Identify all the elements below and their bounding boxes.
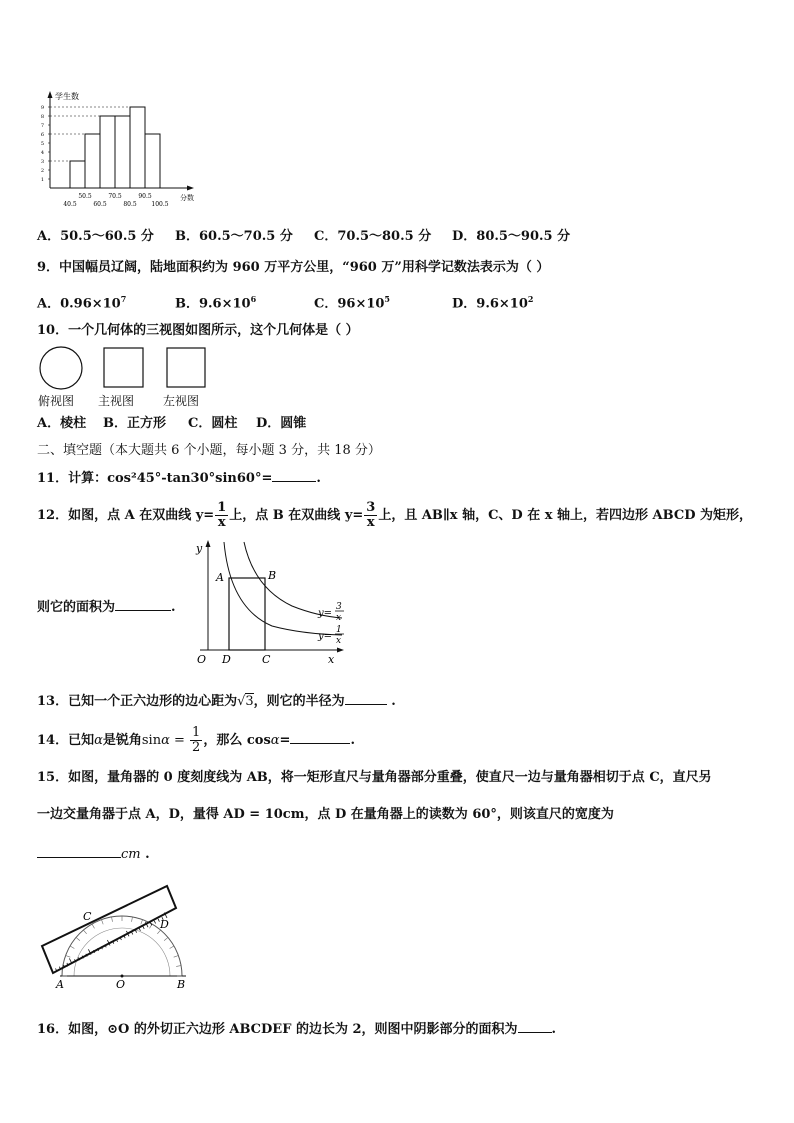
protractor-tick xyxy=(70,946,74,949)
q8-option-c: C．70.5～80.5 分 xyxy=(314,229,432,244)
q8-option-b: B．60.5～70.5 分 xyxy=(175,229,293,244)
histogram-bar xyxy=(130,107,145,188)
q9-stem: 9．中国幅员辽阔，陆地面积约为 960 万平方公里，“960 万”用科学记数法表示为（ ） xyxy=(37,260,550,275)
label-a: A xyxy=(56,978,64,991)
protractor-tick xyxy=(164,937,168,940)
protractor-tick xyxy=(141,920,143,925)
q11-stem: 11．计算：cos²45°-tan30°sin60°= . xyxy=(37,471,321,486)
x-tick-labels xyxy=(63,193,168,208)
x-tick-label: 60.5 xyxy=(93,201,107,208)
q14-stem: 14．已知α是锐角sinα = $\frac{1}{2}$ ，那么 cosα= . xyxy=(37,725,355,755)
q15-line2: 一边交量角器于点 A，D，量得 AD = 10cm，点 D 在量角器上的读数为 60°，则该直尺的宽度为 xyxy=(37,807,614,822)
x-tick-label: 40.5 xyxy=(63,201,77,208)
x-tick-label: 50.5 xyxy=(78,193,92,200)
x-tick-label: 90.5 xyxy=(138,193,152,200)
y-tick-label: 5 xyxy=(40,141,44,147)
curve3-prefix: y= xyxy=(318,608,333,619)
ruler-tick xyxy=(154,921,155,924)
curve3-num: 3 xyxy=(336,602,342,612)
y-tick-label: 3 xyxy=(40,159,44,165)
side-view-label: 左视图 xyxy=(163,394,200,408)
y-tick-label: 8 xyxy=(40,114,44,120)
curve1-prefix: y= xyxy=(318,631,333,642)
hyperbola-figure xyxy=(192,538,357,668)
histogram-bar xyxy=(115,116,130,188)
top-view-label: 俯视图 xyxy=(38,394,75,408)
protractor-inner-arc xyxy=(74,928,170,976)
label-b: B xyxy=(177,978,186,991)
protractor-tick xyxy=(174,955,179,957)
fig-x-arrow xyxy=(337,648,344,653)
side-view-square xyxy=(167,348,205,387)
histogram-bar xyxy=(145,134,160,188)
q10-option-b: B．正方形 xyxy=(103,416,166,431)
x-tick-label: 70.5 xyxy=(108,193,122,200)
q15-answer-line: cm . xyxy=(37,845,150,863)
protractor-tick xyxy=(66,955,71,957)
y-tick-label: 9 xyxy=(40,105,44,111)
y-tick-label: 2 xyxy=(40,168,44,174)
label-o: O xyxy=(197,653,207,666)
x-tick-label: 100.5 xyxy=(151,201,169,208)
y-tick-label: 7 xyxy=(40,123,44,129)
label-y: y xyxy=(196,542,203,555)
q9-option-a: A．$0.96\times 10^7$ xyxy=(37,294,127,312)
histogram-bar xyxy=(100,116,115,188)
protractor-ruler-figure xyxy=(40,878,200,996)
y-tick-labels xyxy=(41,105,50,183)
y-tick-label: 6 xyxy=(40,132,44,138)
q8-option-a: A．50.5～60.5 分 xyxy=(37,229,154,244)
q15-line1: 15．如图，量角器的 0 度刻度线为 AB，将一矩形直尺与量角器部分重叠，使直尺一边与量角器相切于点 C，直尺另 xyxy=(37,770,712,785)
x-axis-label: 分数 xyxy=(180,194,194,202)
front-view-square xyxy=(104,348,143,387)
label-d: D xyxy=(160,918,169,931)
label-c: C xyxy=(262,653,271,666)
q12-question: 则它的面积为 . xyxy=(37,600,176,615)
label-x: x xyxy=(328,653,335,666)
y-tick-label: 4 xyxy=(40,150,44,156)
q10-option-a: A．棱柱 xyxy=(37,416,87,431)
protractor-tick xyxy=(132,917,133,922)
curve3-den: x xyxy=(336,613,342,623)
protractor-tick xyxy=(112,917,113,922)
q13-stem: 13．已知一个正六边形的边心距为√3，则它的半径为 . xyxy=(37,694,396,709)
q8-option-d: D．80.5～90.5 分 xyxy=(452,229,571,244)
top-view-circle xyxy=(40,347,82,389)
label-c: C xyxy=(83,910,92,923)
ruler-tick xyxy=(143,926,144,929)
protractor-tick xyxy=(83,930,86,934)
histogram-bar xyxy=(85,134,100,188)
q10-option-d: D．圆锥 xyxy=(256,416,307,431)
curve1-den: x xyxy=(336,636,342,646)
q16-stem: 16．如图，⊙O 的外切正六边形 ABCDEF 的边长为 2，则图中阴影部分的面积为 . xyxy=(37,1022,557,1037)
y-axis-label: 学生数 xyxy=(55,92,79,101)
protractor-tick xyxy=(76,937,80,940)
curve1-num: 1 xyxy=(336,625,342,635)
protractor-tick xyxy=(176,966,181,967)
x-tick-label: 80.5 xyxy=(123,201,137,208)
protractor-tick xyxy=(170,946,174,949)
section-title: 二、填空题（本大题共 6 个小题，每小题 3 分，共 18 分） xyxy=(37,443,381,458)
q9-option-c: C．$96\times 10^5$ xyxy=(314,294,390,312)
q12-stem: 12．如图，点 A 在双曲线 y= $\frac{1}{x}$ 上，点 B 在双曲线 y= $\frac{3}{x}$ 上，且 AB∥x 轴，C、D 在 x 轴上，若四边形 ABCD 为矩形， xyxy=(37,500,753,530)
curve-y-1-over-x xyxy=(224,542,342,635)
bars xyxy=(70,107,160,188)
curve-y-3-over-x xyxy=(244,542,342,618)
q10-option-c: C．圆柱 xyxy=(188,416,238,431)
q9-option-b: B．$9.6\times 10^6$ xyxy=(175,294,257,312)
histogram-bar xyxy=(70,161,85,188)
ruler-tick xyxy=(139,928,140,931)
q10-stem: 10．一个几何体的三视图如图所示，这个几何体是（ ） xyxy=(37,323,359,338)
fig-y-arrow xyxy=(206,540,211,547)
label-b: B xyxy=(268,569,277,582)
three-views-figure xyxy=(38,345,213,390)
y-tick-label: 1 xyxy=(40,177,44,183)
rectangle-abcd xyxy=(229,578,265,650)
label-o: O xyxy=(116,978,126,991)
score-histogram xyxy=(30,88,220,212)
front-view-label: 主视图 xyxy=(98,394,135,408)
protractor-tick xyxy=(101,920,103,925)
label-a: A xyxy=(216,571,224,584)
q9-option-d: D．$9.6\times 10^2$ xyxy=(452,294,534,312)
label-d: D xyxy=(222,653,231,666)
y-axis-arrow xyxy=(48,91,53,98)
x-axis-arrow xyxy=(187,186,194,191)
protractor-tick xyxy=(92,924,95,928)
